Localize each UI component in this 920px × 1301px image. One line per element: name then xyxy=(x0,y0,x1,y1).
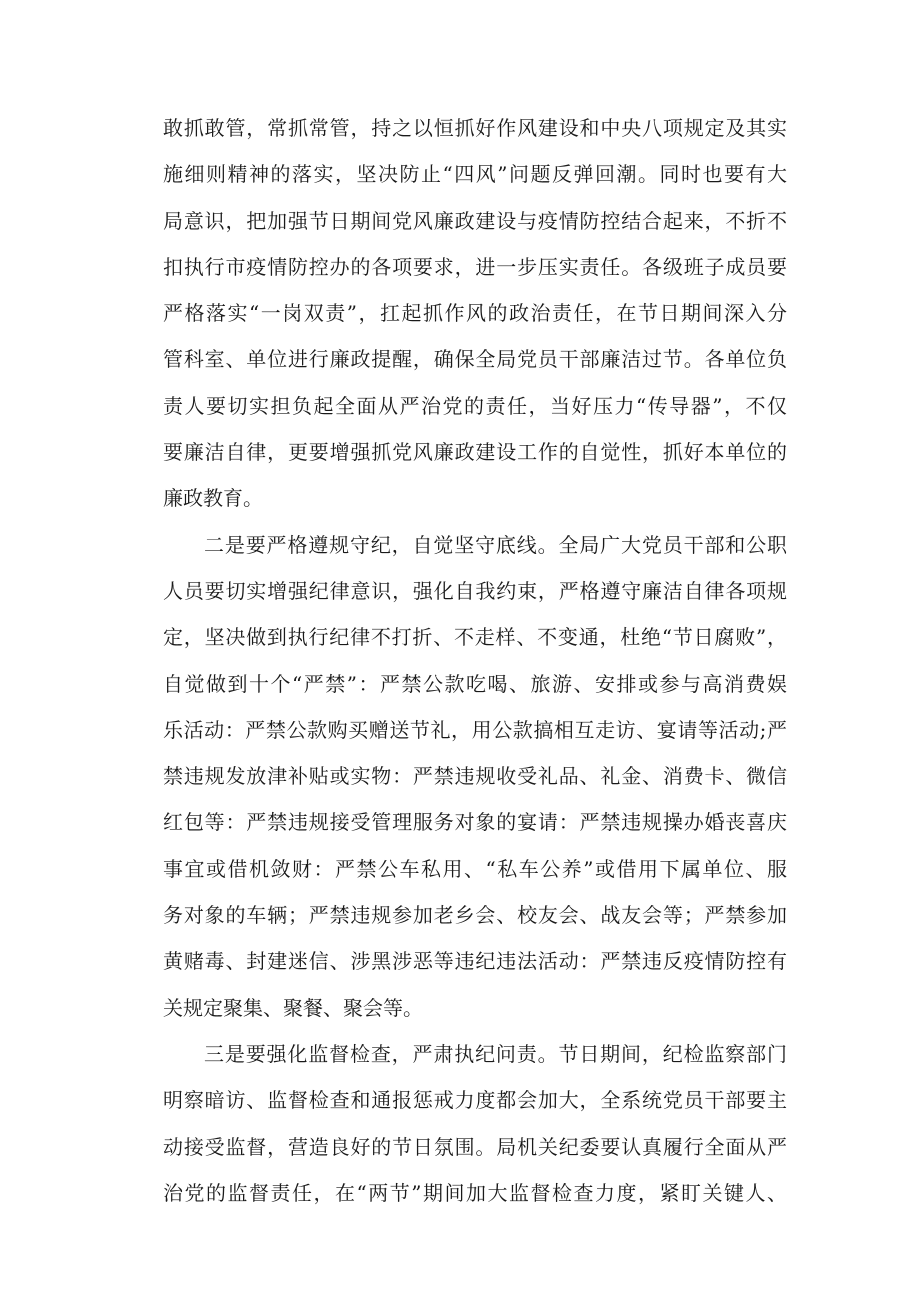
text-line: 事宜或借机敛财：严禁公车私用、“私车公养”或借用下属单位、服 xyxy=(163,856,787,881)
text-line: 三是要强化监督检查，严肃执纪问责。节日期间，纪检监察部门 xyxy=(204,1041,787,1066)
text-line: 严格落实“一岗双责”，扛起抓作风的政治责任，在节日期间深入分 xyxy=(163,301,787,326)
text-line: 关规定聚集、聚餐、聚会等。 xyxy=(163,995,423,1020)
text-line: 人员要切实增强纪律意识，强化自我约束，严格遵守廉洁自律各项规 xyxy=(163,578,787,603)
text-line: 治党的监督责任，在“两节”期间加大监督检查力度，紧盯关键人、 xyxy=(163,1180,787,1205)
text-line: 施细则精神的落实，坚决防止“四风”问题反弹回潮。同时也要有大 xyxy=(163,162,787,187)
text-line: 黄赌毒、封建迷信、涉黑涉恶等违纪违法活动：严禁违反疫情防控有 xyxy=(163,949,787,974)
text-line: 责人要切实担负起全面从严治党的责任，当好压力“传导器”，不仅 xyxy=(163,393,787,418)
paragraph-1 xyxy=(163,105,787,522)
text-line: 敢抓敢管，常抓常管，持之以恒抓好作风建设和中央八项规定及其实 xyxy=(163,116,787,140)
text-line: 定，坚决做到执行纪律不打折、不走样、不变通，杜绝“节日腐败”， xyxy=(163,625,787,650)
text-line: 红包等：严禁违规接受管理服务对象的宴请：严禁违规操办婚丧喜庆 xyxy=(163,810,787,835)
text-line: 动接受监督，营造良好的节日氛围。局机关纪委要认真履行全面从严 xyxy=(163,1134,787,1159)
text-line: 扣执行市疫情防控办的各项要求，进一步压实责任。各级班子成员要 xyxy=(163,254,787,279)
text-line: 乐活动：严禁公款购买赠送节礼，用公款搞相互走访、宴请等活动;严 xyxy=(163,717,787,742)
document-body xyxy=(163,105,787,1216)
text-line: 廉政教育。 xyxy=(163,486,263,511)
text-line: 明察暗访、监督检查和通报惩戒力度都会加大，全系统党员干部要主 xyxy=(163,1088,787,1113)
paragraph-2 xyxy=(163,522,787,1031)
text-line: 局意识，把加强节日期间党风廉政建设与疫情防控结合起来，不折不 xyxy=(163,208,787,233)
text-line: 二是要严格遵规守纪，自觉坚守底线。全局广大党员干部和公职 xyxy=(204,532,787,557)
text-line: 要廉洁自律，更要增强抓党风廉政建设工作的自觉性，抓好本单位的 xyxy=(163,440,787,465)
text-line: 自觉做到十个“严禁”：严禁公款吃喝、旅游、安排或参与高消费娱 xyxy=(163,671,787,696)
text-line: 管科室、单位进行廉政提醒，确保全局党员干部廉洁过节。各单位负 xyxy=(163,347,787,372)
text-line: 禁违规发放津补贴或实物：严禁违规收受礼品、礼金、消费卡、微信 xyxy=(163,764,787,789)
text-line: 务对象的车辆；严禁违规参加老乡会、校友会、战友会等；严禁参加 xyxy=(163,903,787,928)
paragraph-3 xyxy=(163,1031,787,1216)
